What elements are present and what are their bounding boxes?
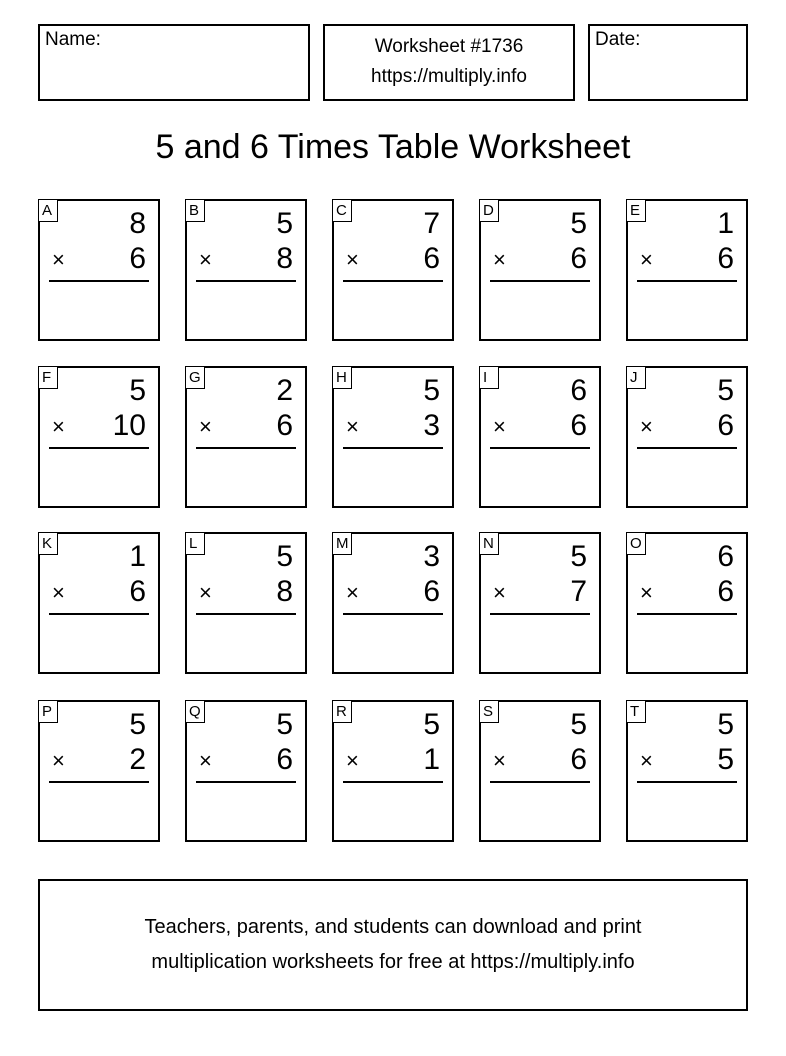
times-sign: × [640, 414, 653, 439]
times-sign: × [640, 580, 653, 605]
problem-card-g [185, 366, 307, 508]
problem-label: A [38, 199, 58, 222]
multiplicand: 5 [570, 708, 587, 741]
multiplicand: 7 [423, 207, 440, 240]
problem-label: T [626, 700, 646, 723]
problem-label: J [626, 366, 646, 389]
page-title: 5 and 6 Times Table Worksheet [155, 128, 631, 166]
multiplier: 6 [129, 242, 146, 275]
problem-label: R [332, 700, 352, 723]
multiplicand: 5 [423, 708, 440, 741]
answer-line [637, 781, 737, 783]
times-sign: × [640, 247, 653, 272]
times-sign: × [52, 748, 65, 773]
multiplier: 10 [112, 409, 146, 442]
problem-card-l [185, 532, 307, 674]
problem-card-t [626, 700, 748, 842]
multiplicand: 5 [129, 374, 146, 407]
multiplicand: 5 [717, 374, 734, 407]
multiplier: 6 [570, 242, 587, 275]
problem-card-s [479, 700, 601, 842]
multiplicand: 5 [423, 374, 440, 407]
times-sign: × [199, 247, 212, 272]
multiplier: 6 [423, 575, 440, 608]
worksheet-info-box [323, 24, 575, 101]
times-sign: × [346, 414, 359, 439]
problem-card-e [626, 199, 748, 341]
answer-line [196, 280, 296, 282]
problem-label: B [185, 199, 205, 222]
problem-label: G [185, 366, 205, 389]
problem-card-b [185, 199, 307, 341]
multiplicand: 5 [570, 540, 587, 573]
worksheet-number: Worksheet #1736 [374, 36, 524, 57]
footer-box [38, 879, 748, 1011]
problem-card-f [38, 366, 160, 508]
problem-label: M [332, 532, 352, 555]
problem-card-r [332, 700, 454, 842]
problem-card-h [332, 366, 454, 508]
answer-line [490, 781, 590, 783]
times-sign: × [52, 414, 65, 439]
answer-line [343, 613, 443, 615]
problem-card-n [479, 532, 601, 674]
problem-label: N [479, 532, 499, 555]
times-sign: × [493, 247, 506, 272]
name-label: Name: [45, 29, 101, 50]
answer-line [49, 781, 149, 783]
multiplier: 6 [129, 575, 146, 608]
problem-label: E [626, 199, 646, 222]
answer-line [343, 280, 443, 282]
problem-label: P [38, 700, 58, 723]
answer-line [196, 613, 296, 615]
multiplicand: 1 [129, 540, 146, 573]
multiplicand: 8 [129, 207, 146, 240]
answer-line [637, 447, 737, 449]
date-field-box [588, 24, 748, 101]
footer-line-1: Teachers, parents, and students can download and print [144, 916, 642, 938]
multiplier: 6 [717, 409, 734, 442]
times-sign: × [199, 748, 212, 773]
times-sign: × [346, 247, 359, 272]
multiplier: 6 [717, 242, 734, 275]
problem-card-m [332, 532, 454, 674]
times-sign: × [346, 580, 359, 605]
problem-card-a [38, 199, 160, 341]
answer-line [343, 447, 443, 449]
times-sign: × [52, 580, 65, 605]
multiplier: 6 [423, 242, 440, 275]
worksheet-url: https://multiply.info [371, 66, 527, 87]
problem-card-p [38, 700, 160, 842]
problem-label: F [38, 366, 58, 389]
answer-line [49, 280, 149, 282]
multiplier: 3 [423, 409, 440, 442]
multiplier: 6 [570, 409, 587, 442]
answer-line [490, 613, 590, 615]
answer-line [637, 613, 737, 615]
problem-label: C [332, 199, 352, 222]
problem-label: O [626, 532, 646, 555]
answer-line [490, 447, 590, 449]
problem-label: K [38, 532, 58, 555]
times-sign: × [493, 748, 506, 773]
multiplicand: 5 [717, 708, 734, 741]
multiplicand: 1 [717, 207, 734, 240]
multiplier: 6 [276, 743, 293, 776]
problem-label: L [185, 532, 205, 555]
answer-line [196, 781, 296, 783]
multiplicand: 3 [423, 540, 440, 573]
multiplier: 7 [570, 575, 587, 608]
problem-label: I [479, 366, 499, 389]
answer-line [343, 781, 443, 783]
times-sign: × [640, 748, 653, 773]
times-sign: × [346, 748, 359, 773]
answer-line [490, 280, 590, 282]
answer-line [49, 613, 149, 615]
times-sign: × [52, 247, 65, 272]
multiplicand: 5 [276, 540, 293, 573]
problem-card-d [479, 199, 601, 341]
date-label: Date: [595, 29, 641, 50]
answer-line [637, 280, 737, 282]
multiplicand: 5 [276, 207, 293, 240]
problem-card-i [479, 366, 601, 508]
problem-label: Q [185, 700, 205, 723]
problem-card-j [626, 366, 748, 508]
times-sign: × [199, 414, 212, 439]
times-sign: × [493, 414, 506, 439]
multiplier: 1 [423, 743, 440, 776]
times-sign: × [199, 580, 212, 605]
multiplier: 2 [129, 743, 146, 776]
multiplicand: 5 [570, 207, 587, 240]
footer-line-2: multiplication worksheets for free at https://multiply.info [151, 951, 635, 973]
multiplicand: 2 [276, 374, 293, 407]
problem-label: S [479, 700, 499, 723]
problem-card-q [185, 700, 307, 842]
problem-card-c [332, 199, 454, 341]
multiplicand: 5 [276, 708, 293, 741]
problem-label: H [332, 366, 352, 389]
multiplier: 8 [276, 575, 293, 608]
problem-label: D [479, 199, 499, 222]
times-sign: × [493, 580, 506, 605]
answer-line [196, 447, 296, 449]
multiplier: 8 [276, 242, 293, 275]
multiplier: 6 [570, 743, 587, 776]
multiplier: 6 [717, 575, 734, 608]
multiplier: 5 [717, 743, 734, 776]
multiplicand: 6 [570, 374, 587, 407]
problem-card-k [38, 532, 160, 674]
name-field-box [38, 24, 310, 101]
multiplier: 6 [276, 409, 293, 442]
answer-line [49, 447, 149, 449]
problem-card-o [626, 532, 748, 674]
multiplicand: 5 [129, 708, 146, 741]
multiplicand: 6 [717, 540, 734, 573]
